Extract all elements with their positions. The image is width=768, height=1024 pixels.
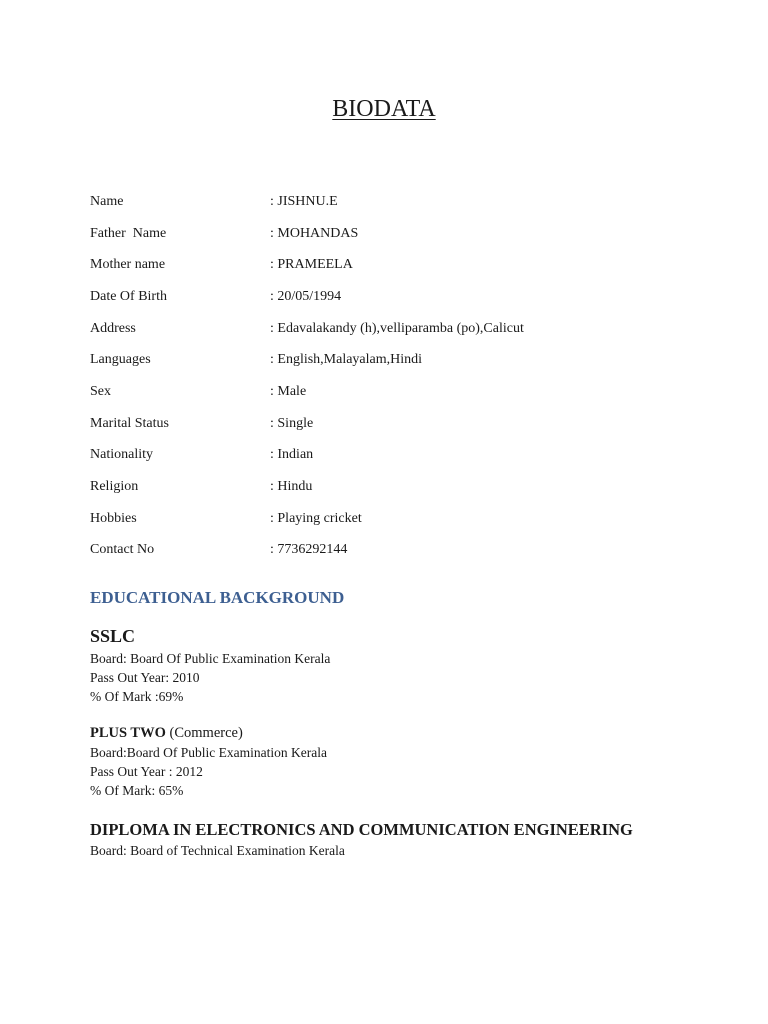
- detail-label: Languages: [90, 352, 151, 368]
- detail-value: : Playing cricket: [270, 510, 362, 526]
- plus-two-section: [90, 723, 730, 800]
- detail-row-father-name: [90, 218, 690, 250]
- detail-row-marital-status: [90, 408, 690, 440]
- detail-label: Sex: [90, 383, 111, 399]
- diploma-section: [90, 819, 730, 860]
- plus-two-stream: (Commerce): [165, 725, 243, 741]
- detail-value: : 7736292144: [270, 542, 348, 558]
- plus-two-board: Board:Board Of Public Examination Kerala: [90, 745, 327, 760]
- detail-label: Contact No: [90, 542, 155, 558]
- personal-details: [90, 186, 690, 566]
- detail-label: Name: [90, 193, 124, 209]
- plus-two-pass-out-year: Pass Out Year : 2012: [90, 764, 203, 779]
- detail-value: : 20/05/1994: [270, 288, 342, 304]
- plus-two-mark: % Of Mark: 65%: [90, 783, 184, 798]
- detail-value: : Single: [270, 415, 314, 431]
- detail-row-name: [90, 186, 690, 218]
- document-title: [0, 94, 768, 124]
- sslc-mark: % Of Mark :69%: [90, 689, 184, 704]
- detail-label: Father Name: [90, 225, 167, 241]
- educational-background-heading: EDUCATIONAL BACKGROUND: [90, 588, 345, 607]
- detail-value: : Hindu: [270, 479, 313, 495]
- sslc-title: SSLC: [90, 626, 136, 646]
- detail-row-mother-name: [90, 249, 690, 281]
- sslc-pass-out-year: Pass Out Year: 2010: [90, 670, 200, 685]
- detail-value: : JISHNU.E: [270, 193, 338, 209]
- detail-value: : Male: [270, 383, 307, 399]
- detail-label: Mother name: [90, 257, 166, 273]
- detail-row-address: [90, 313, 690, 345]
- detail-label: Hobbies: [90, 510, 137, 526]
- detail-value: : English,Malayalam,Hindi: [270, 352, 423, 368]
- diploma-board: Board: Board of Technical Examination Kerala: [90, 843, 345, 858]
- detail-row-date-of-birth: [90, 281, 690, 313]
- sslc-section: [90, 625, 730, 706]
- detail-row-religion: [90, 471, 690, 503]
- detail-row-sex: [90, 376, 690, 408]
- detail-row-contact-no: [90, 535, 690, 567]
- detail-row-nationality: [90, 440, 690, 472]
- detail-value: : Edavalakandy (h),velliparamba (po),Calicut: [270, 320, 524, 336]
- detail-row-hobbies: [90, 503, 690, 535]
- plus-two-title-line: [90, 723, 730, 743]
- detail-label: Nationality: [90, 447, 153, 463]
- document-title-text: BIODATA: [332, 96, 436, 122]
- detail-label: Religion: [90, 479, 139, 495]
- sslc-board: Board: Board Of Public Examination Kerala: [90, 651, 331, 666]
- detail-value: : Indian: [270, 447, 314, 463]
- detail-label: Address: [90, 320, 136, 336]
- detail-value: : MOHANDAS: [270, 225, 359, 241]
- detail-row-languages: [90, 344, 690, 376]
- detail-label: Marital Status: [90, 415, 169, 431]
- detail-label: Date Of Birth: [90, 288, 167, 304]
- diploma-title: DIPLOMA IN ELECTRONICS AND COMMUNICATION ENGINEERING: [90, 820, 633, 839]
- plus-two-title: PLUS TWO: [90, 725, 166, 741]
- detail-value: : PRAMEELA: [270, 257, 353, 273]
